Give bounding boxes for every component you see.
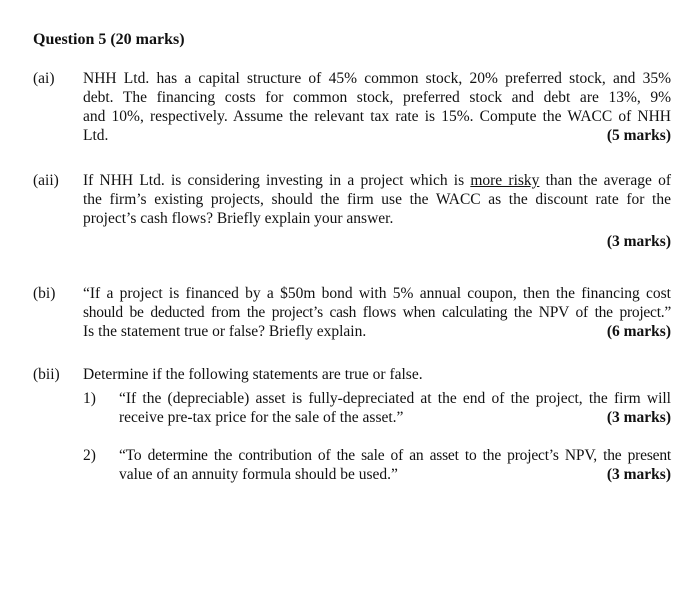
part-bi-marks: (6 marks) <box>606 323 671 340</box>
part-ai-line-3: and 10%, respectively. Assume the relevant tax rate is 15%. Compute the WACC of NHH <box>83 108 671 125</box>
part-bi-line-2: should be deducted from the project’s cash flows when calculating the NPV of the project.” <box>83 304 671 321</box>
part-aii-line-1-pre: If NHH Ltd. is considering investing in a project which is <box>83 172 465 189</box>
part-bii-item-1-number: 1) <box>83 390 96 407</box>
part-label-bi: (bi) <box>33 285 56 302</box>
part-aii-line-1 <box>83 171 671 190</box>
part-bi-line-1: “If a project is financed by a $50m bond with 5% annual coupon, then the financing cost <box>83 285 671 302</box>
part-ai-marks: (5 marks) <box>606 127 671 144</box>
part-bi-line-3: Is the statement true or false? Briefly explain. <box>83 323 367 340</box>
part-bii-item-2-marks: (3 marks) <box>606 466 671 483</box>
part-bii-intro: Determine if the following statements are true or false. <box>83 366 423 383</box>
part-aii-marks: (3 marks) <box>606 233 671 250</box>
part-aii-line-1-post: than the average of <box>545 172 671 189</box>
part-bii-item-2-line-1: “To determine the contribution of the sale of an asset to the project’s NPV, the present <box>119 447 671 464</box>
part-bii-item-1-marks: (3 marks) <box>606 409 671 426</box>
part-bii-item-2-line-2: value of an annuity formula should be used.” <box>119 466 398 483</box>
part-bi-text <box>83 284 671 341</box>
part-label-ai: (ai) <box>33 70 55 87</box>
part-bii-item-1-line-2: receive pre-tax price for the sale of the asset.” <box>119 409 404 426</box>
question-title: Question 5 (20 marks) <box>33 31 185 48</box>
part-ai-text <box>83 69 671 145</box>
part-aii-text <box>83 171 671 251</box>
part-bii-item-1-last-row <box>119 408 671 427</box>
part-label-aii: (aii) <box>33 172 59 189</box>
part-ai-line-1: NHH Ltd. has a capital structure of 45% common stock, 20% preferred stock, and 35% <box>83 70 671 87</box>
part-ai-last-row <box>83 126 671 145</box>
part-bii-item-2-number: 2) <box>83 447 96 464</box>
part-bii-item-1-line-1: “If the (depreciable) asset is fully-depreciated at the end of the project, the firm will <box>119 390 671 407</box>
part-bii-item-2 <box>119 446 671 484</box>
part-aii-line-2: the firm’s existing projects, should the firm use the WACC as the discount rate for the <box>83 191 671 208</box>
part-bii-item-1 <box>119 389 671 427</box>
part-aii-underlined-phrase: more risky <box>470 172 540 189</box>
part-bii-item-2-last-row <box>119 465 671 484</box>
part-aii-line-3: project’s cash flows? Briefly explain your answer. <box>83 210 394 227</box>
part-ai-line-4: Ltd. <box>83 127 109 144</box>
part-ai-line-2: debt. The financing costs for common stock, preferred stock and debt are 13%, 9% <box>83 89 671 106</box>
part-bi-last-row <box>83 322 671 341</box>
part-label-bii: (bii) <box>33 366 60 383</box>
